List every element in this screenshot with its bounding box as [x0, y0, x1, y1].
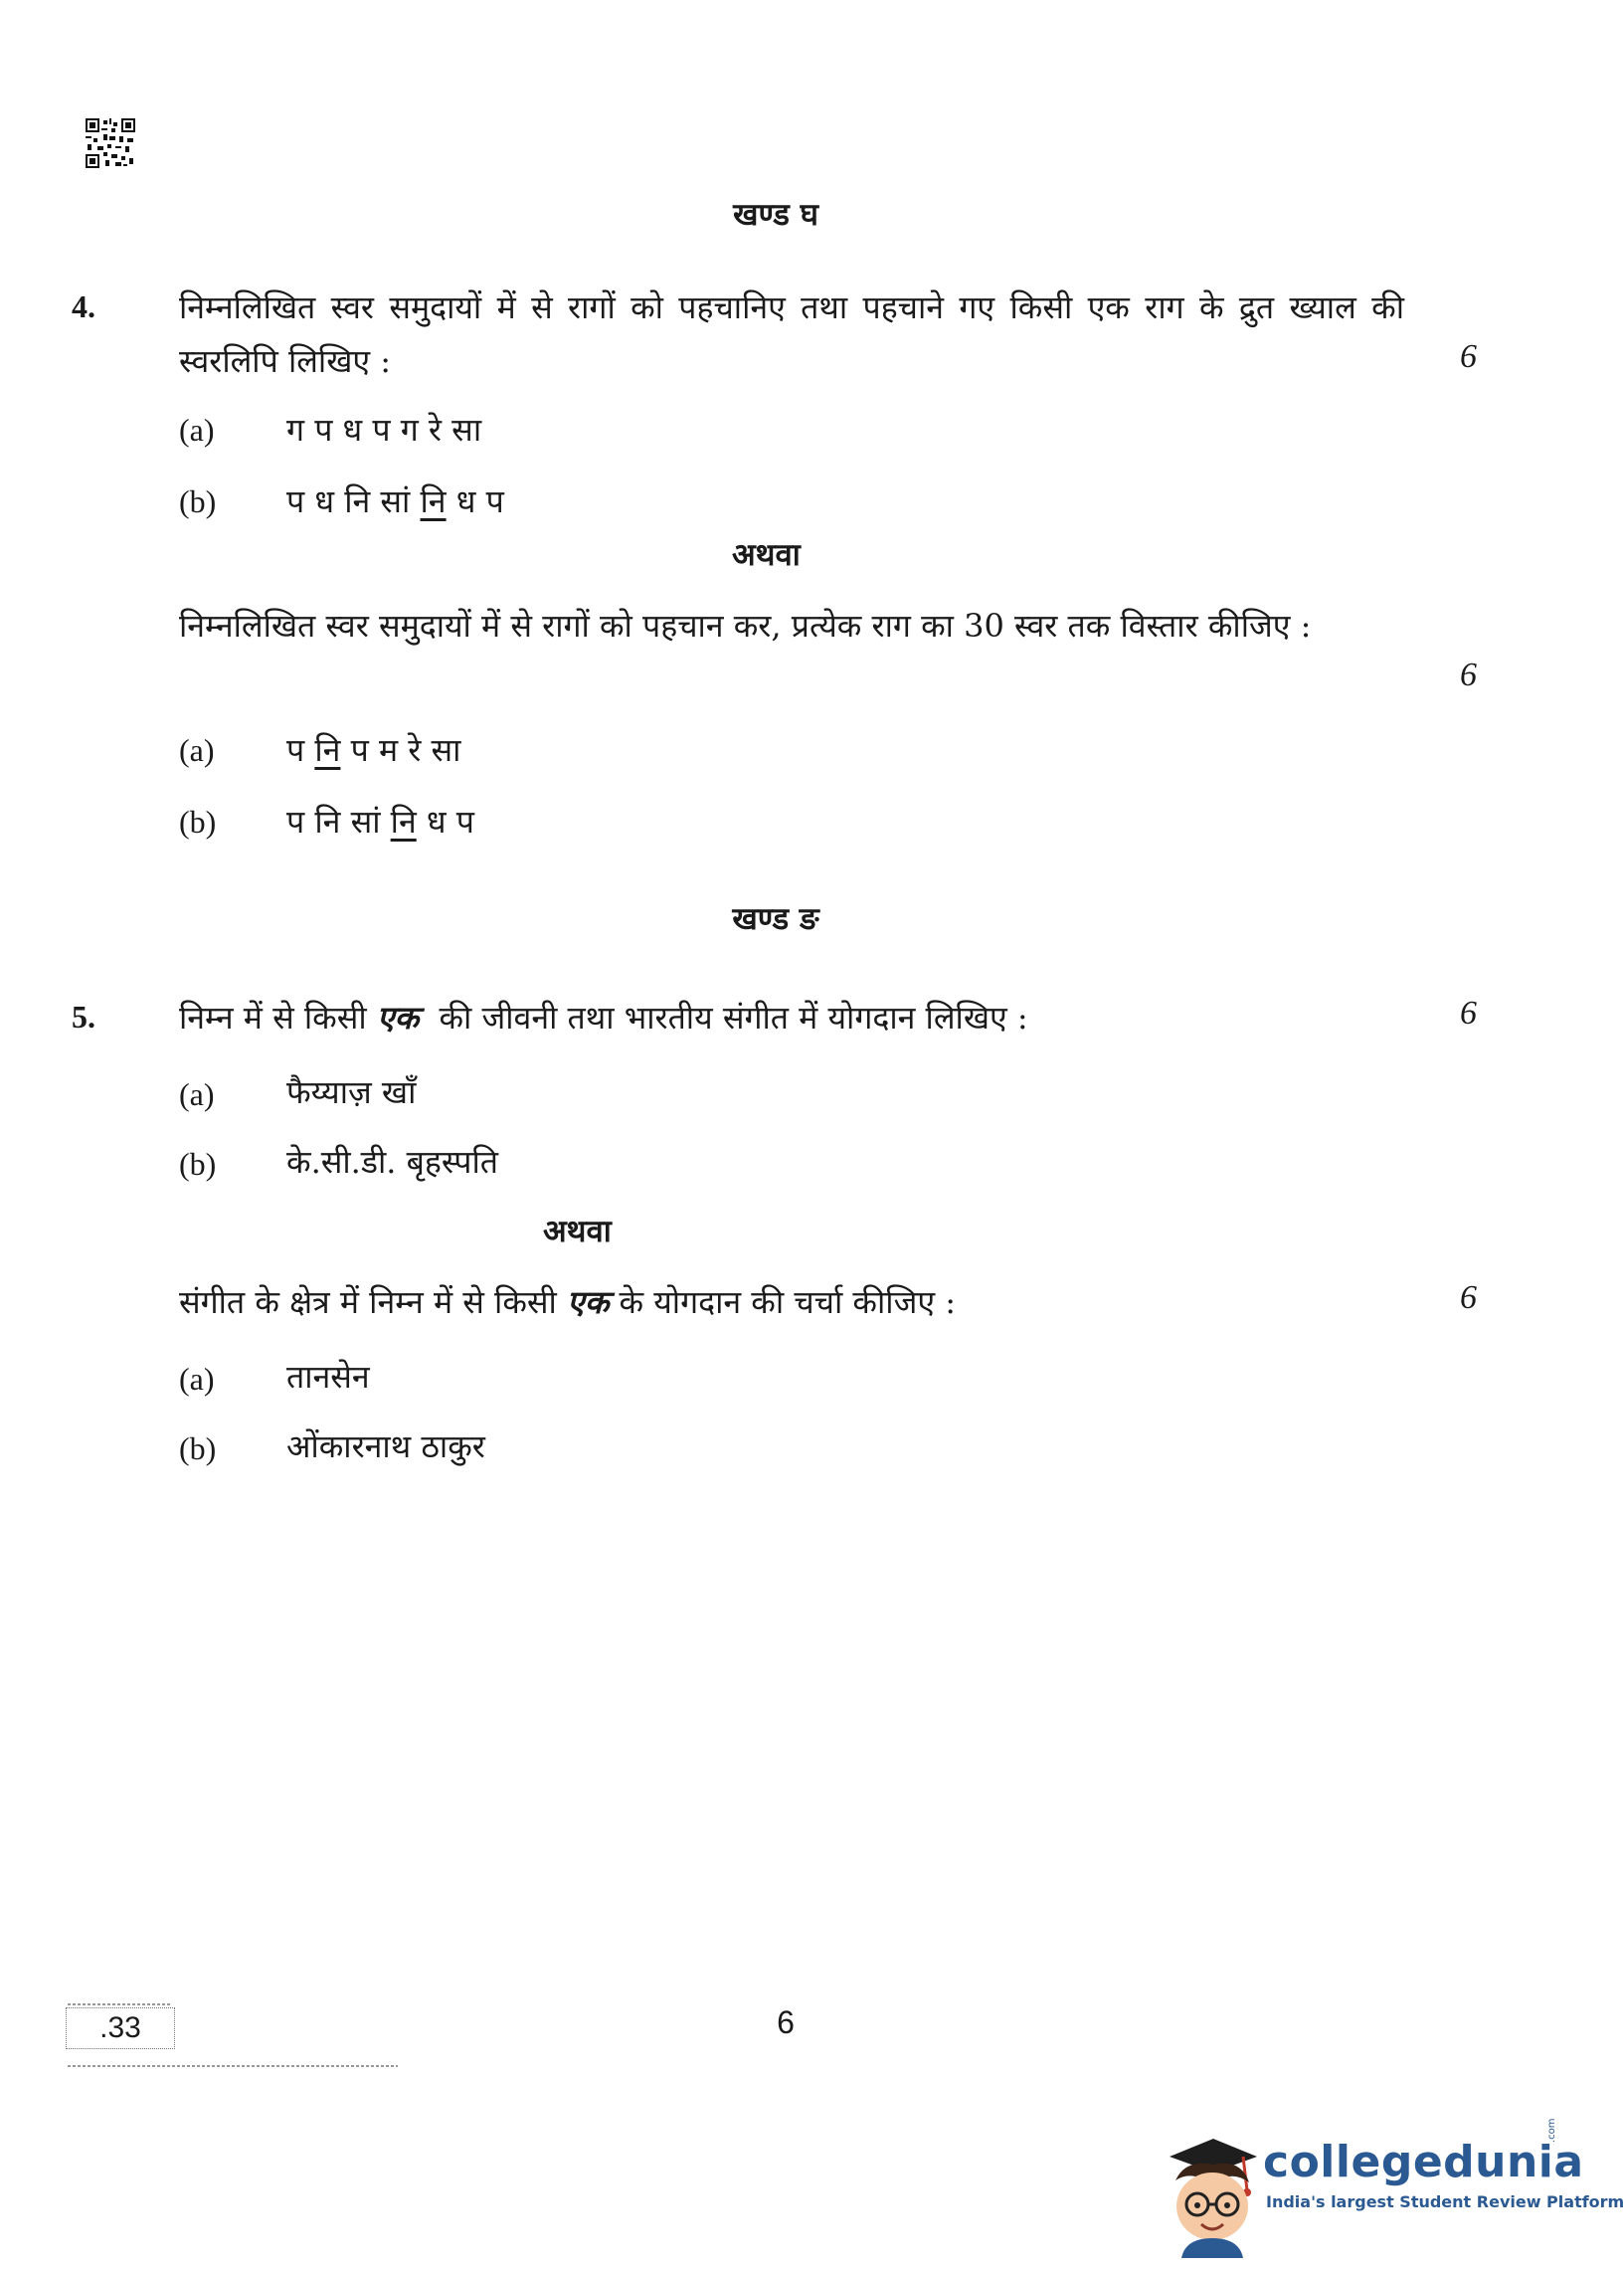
page-number: 6: [777, 2004, 795, 2040]
q4-option-a-label: (a): [179, 412, 215, 448]
komal-ni-swar: नि: [390, 803, 417, 841]
q4-option-b-label: (b): [179, 483, 217, 519]
question-4-number: 4.: [72, 288, 95, 324]
q5-text-start: निम्न में से किसी: [179, 999, 377, 1037]
q5-alt-text-end: के योगदान की चर्चा कीजिए :: [609, 1283, 956, 1321]
question-5-text: [179, 991, 1404, 1044]
question-4-text: निम्नलिखित स्वर समुदायों में से रागों को पहचानिए तथा पहचाने गए किसी एक राग के द्रुत ख्याल की स्वरलिपि लिखिए :: [179, 288, 1404, 380]
question-4-alt-text: निम्नलिखित स्वर समुदायों में से रागों को पहचान कर, प्रत्येक राग का 30 स्वर तक विस्तार कीजिए :: [179, 607, 1312, 645]
footer-microtext-top: [68, 2003, 171, 2005]
q5-alt-option-a-label: (a): [179, 1361, 215, 1397]
q4-option-b-text: [286, 479, 504, 522]
komal-ni-swar: नि: [420, 482, 447, 520]
q5-alt-option-a-text: तानसेन: [286, 1358, 370, 1396]
swar-sequence: प नि सां: [286, 803, 391, 841]
swar-sequence: प ध नि सां: [286, 482, 421, 520]
q5-option-b-label: (b): [179, 1146, 217, 1182]
q5-emphasis: एक: [376, 999, 420, 1037]
paper-code: .33: [66, 2007, 175, 2049]
q4-option-a-text: ग प ध प ग रे सा: [286, 411, 482, 449]
swar-sequence-end: ध प: [446, 482, 504, 520]
q5-alt-text-start: संगीत के क्षेत्र में निम्न में से किसी: [179, 1283, 568, 1321]
or-label-e: अथवा: [543, 1214, 612, 1249]
brand-tld: .com: [1546, 2118, 1557, 2143]
question-5-alt-marks: 6: [1460, 1279, 1477, 1316]
or-label-d: अथवा: [732, 537, 801, 573]
brand-name: collegedunia: [1263, 2137, 1584, 2187]
q5-alt-option-b-text: ओंकारनाथ ठाकुर: [286, 1427, 485, 1465]
komal-ni-swar: नि: [314, 731, 341, 769]
q5-alt-emphasis: एक: [567, 1283, 610, 1321]
question-5-alt-text: [179, 1275, 1404, 1329]
q4-alt-option-b-label: (b): [179, 804, 217, 840]
q5-option-b-text: के.सी.डी. बृहस्पति: [286, 1143, 499, 1181]
question-4-alt-marks: 6: [1460, 657, 1477, 693]
student-mascot-icon: [1156, 2129, 1263, 2258]
question-5-number: 5.: [72, 999, 95, 1035]
q5-alt-option-b-label: (b): [179, 1430, 217, 1466]
q5-text-end: की जीवनी तथा भारतीय संगीत में योगदान लिखिए :: [419, 999, 1028, 1037]
q5-option-a-label: (a): [179, 1076, 215, 1112]
q5-option-a-text: फैय्याज़ खाँ: [286, 1073, 417, 1111]
section-e-title: खण्ड ङ: [732, 901, 819, 937]
footer-microtext-line: [68, 2065, 398, 2067]
q4-alt-option-b-text: [286, 800, 474, 843]
section-d-title: खण्ड घ: [733, 197, 818, 233]
question-4-marks: 6: [1460, 338, 1477, 375]
question-5-marks: 6: [1460, 995, 1477, 1032]
qr-code-icon: [86, 118, 135, 168]
swar-sequence: प: [286, 731, 315, 769]
swar-sequence-end: प म रे सा: [340, 731, 461, 769]
swar-sequence-end: ध प: [416, 803, 474, 841]
brand-tagline: India's largest Student Review Platform: [1266, 2192, 1624, 2211]
q4-alt-option-a-text: [286, 728, 460, 771]
q4-alt-option-a-label: (a): [179, 732, 215, 768]
